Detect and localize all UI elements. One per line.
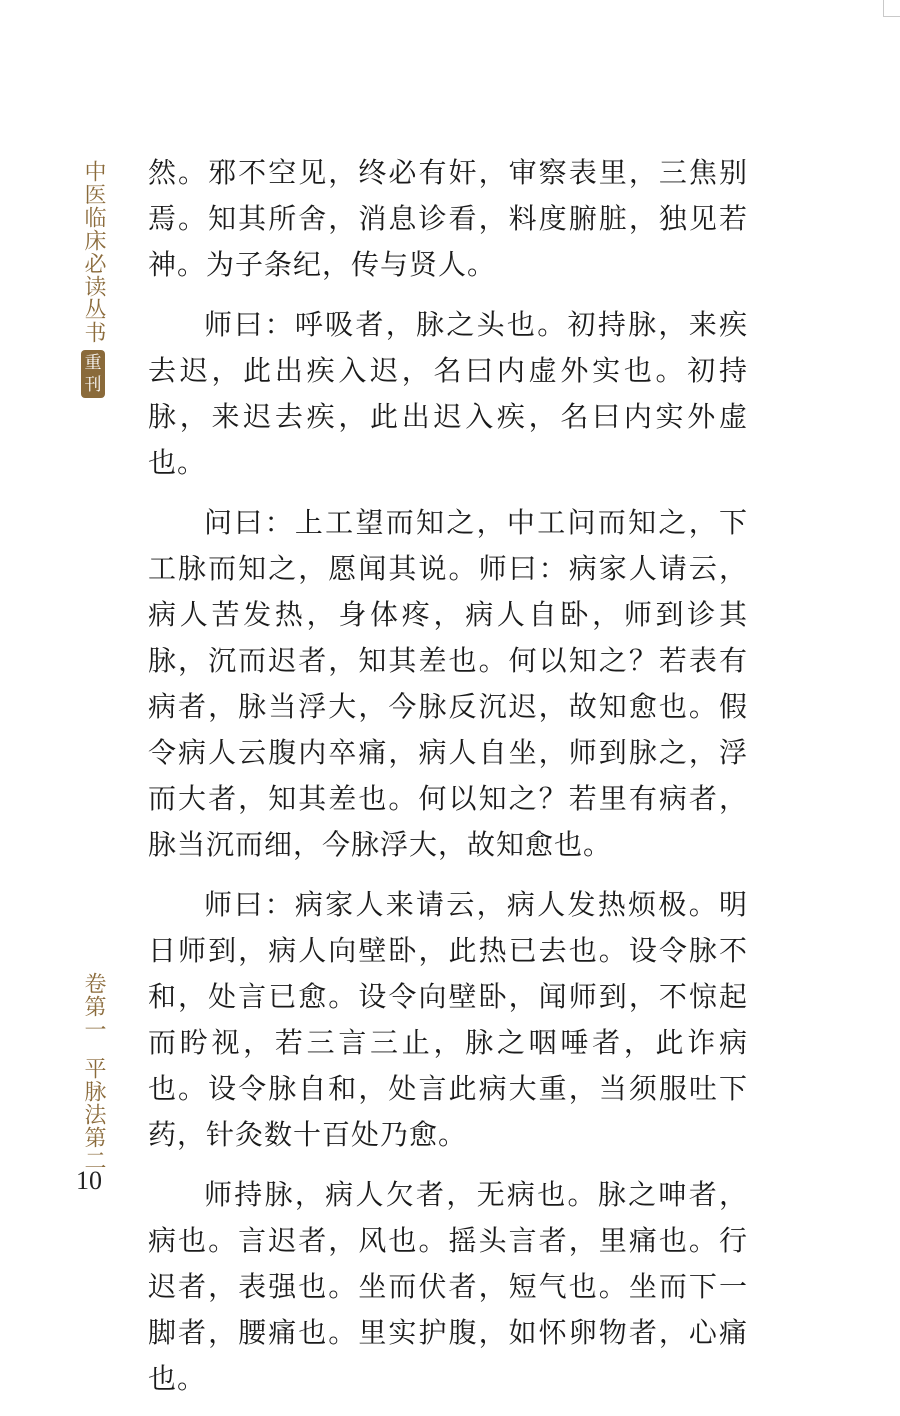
seal-char: 重 [84,353,102,373]
page-number: 10 [76,1166,102,1195]
reprint-seal [81,350,105,398]
series-sidebar [80,160,106,398]
chapter-section: 平脉法第二 [81,1057,106,1172]
page-corner-mark [883,0,900,17]
paragraph: 师曰：呼吸者，脉之头也。初持脉，来疾去迟，此出疾入迟，名曰内虚外实也。初持脉，来迟去疾，此出迟入疾，名曰内实外虚也。 [148,308,748,479]
chapter-label [80,972,106,1172]
paragraph: 问曰：上工望而知之，中工问而知之，下工脉而知之，愿闻其说。师曰：病家人请云，病人苦发热，身体疼，病人自卧，师到诊其脉，沉而迟者，知其差也。何以知之？若表有病者，脉当浮大，今脉反沉迟，故知愈也。假令病人云腹内卒痛，病人自坐，师到脉之，浮而大者，知其差也。何以知之？若里有病者，脉当沉而细，今脉浮大，故知愈也。 [148,506,748,861]
paragraph: 师曰：病家人来请云，病人发热烦极。明日师到，病人向壁卧，此热已去也。设令脉不和，处言已愈。设令向壁卧，闻师到，不惊起而盻视，若三言三止，脉之咽唾者，此诈病也。设令脉自和，处言此病大重，当须服吐下药，针灸数十百处乃愈。 [148,888,748,1151]
chapter-volume: 卷第一 [81,972,106,1041]
chapter-sidebar [80,972,106,1172]
main-text [148,150,748,1416]
paragraph: 师持脉，病人欠者，无病也。脉之呻者，病也。言迟者，风也。摇头言者，里痛也。行迟者，表强也。坐而伏者，短气也。坐而下一脚者，腰痛也。里实护腹，如怀卵物者，心痛也。 [148,1178,748,1395]
seal-char: 刊 [84,375,102,395]
series-title: 中医临床必读丛书 [81,160,106,344]
paragraph: 然。邪不空见，终必有奸，审察表里，三焦别焉。知其所舍，消息诊看，料度腑脏，独见若神。为子条纪，传与贤人。 [148,156,748,281]
